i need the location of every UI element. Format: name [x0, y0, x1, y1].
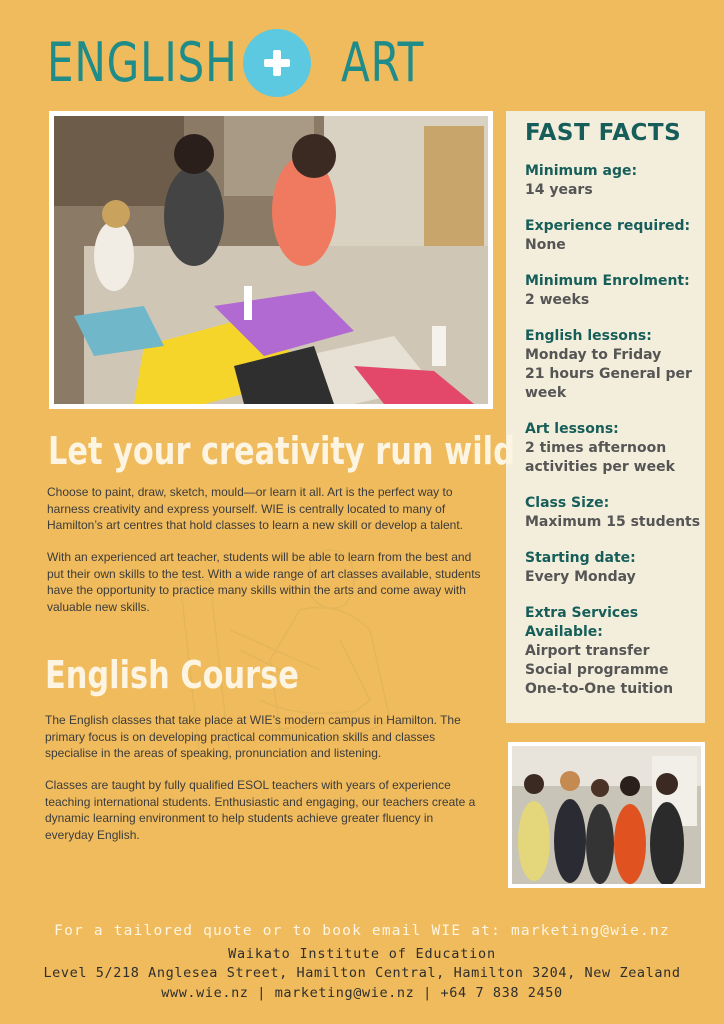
fact-value: Every Monday [525, 569, 636, 585]
fact-label: Minimum age: [525, 163, 638, 179]
footer-cta: For a tailored quote or to book email WIE at: marketing@wie.nz [54, 923, 670, 939]
fact-label: Extra Services Available: [525, 605, 639, 640]
footer-address: Level 5/218 Anglesea Street, Hamilton Central, Hamilton 3204, New Zealand [43, 965, 681, 981]
fact-value: 2 weeks [525, 292, 590, 308]
fact-value: Maximum 15 students [525, 514, 701, 530]
fact-extra-services [525, 604, 705, 699]
fact-minimum-age [525, 162, 705, 200]
art-paragraph-2: With an experienced art teacher, students will be able to learn from the best and put their own skills to the test. With a wide range of art classes available, students have the opportunity to practice many skills within the arts and come away with valuable new skills. [47, 550, 481, 614]
fact-value: 2 times afternoon activities per week [525, 440, 675, 475]
art-class-photo [49, 111, 493, 409]
fact-label: English lessons: [525, 328, 652, 344]
fact-value: Airport transfer Social programme One-to-One tuition [525, 643, 674, 697]
english-paragraph-2: Classes are taught by fully qualified ESOL teachers with years of experience teaching international students. Enthusiastic and engaging, our teachers create a dynamic learning environment to help students achieve greater fluency in everyday English. [45, 778, 476, 842]
fact-experience-required [525, 217, 705, 255]
english-heading: English Course [45, 653, 299, 697]
title-banner [47, 28, 448, 98]
fact-label: Art lessons: [525, 421, 619, 437]
english-paragraph-1: The English classes that take place at WIE’s modern campus in Hamilton. The primary focus is on developing practical communication skills and classes specialise in the areas of speaking, pronunciation and listening. [45, 713, 461, 760]
art-heading: Let your creativity run wild [48, 429, 515, 473]
fact-starting-date [525, 549, 705, 587]
fact-label: Minimum Enrolment: [525, 273, 690, 289]
fact-minimum-enrolment [525, 272, 705, 310]
fact-label: Class Size: [525, 495, 610, 511]
fact-class-size [525, 494, 705, 532]
fact-value: 14 years [525, 182, 593, 198]
plus-icon [243, 29, 311, 97]
title-english: ENGLISH [47, 31, 238, 94]
students-photo [508, 742, 705, 888]
fact-label: Starting date: [525, 550, 636, 566]
title-art: ART [341, 31, 425, 94]
fact-label: Experience required: [525, 218, 691, 234]
footer-institute: Waikato Institute of Education [228, 946, 496, 962]
fact-value: None [525, 237, 566, 253]
fact-value: Monday to Friday 21 hours General per week [525, 347, 692, 401]
art-paragraph-1: Choose to paint, draw, sketch, mould—or learn it all. Art is the perfect way to harness creativity and express yourself. WIE is centrally located to many of Hamilton’s art centres that hold classes to learn a new skill or develop a talent. [47, 485, 463, 532]
fact-english-lessons [525, 327, 705, 403]
fact-art-lessons [525, 420, 705, 477]
fast-facts-panel [506, 111, 705, 723]
fast-facts-title: FAST FACTS [525, 120, 682, 146]
footer-contact: www.wie.nz | marketing@wie.nz | +64 7 838 2450 [161, 985, 563, 1001]
